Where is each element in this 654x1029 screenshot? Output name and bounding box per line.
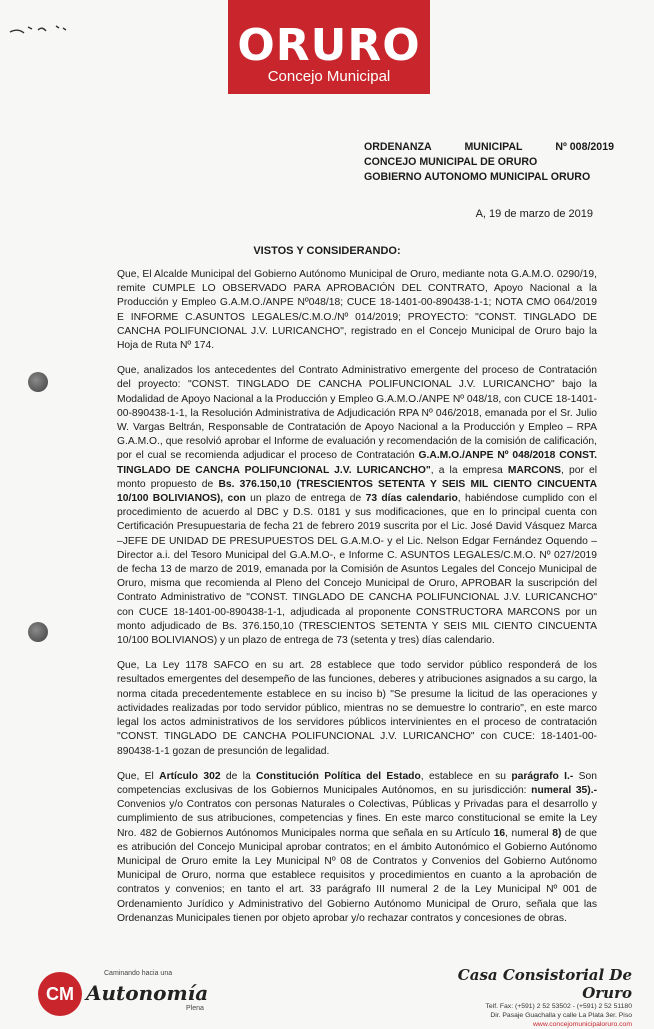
punch-hole — [28, 372, 48, 392]
document-body — [117, 268, 597, 937]
autonomia-plena-logo — [38, 970, 228, 1020]
phone-line: Telf. Fax: (+591) 2 52 53502 - (+591) 2 52 51180 — [485, 1003, 632, 1010]
oruro-council-logo — [228, 0, 430, 94]
council-name: CONCEJO MUNICIPAL DE ORURO — [364, 156, 538, 168]
section-title: VISTOS Y CONSIDERANDO: — [253, 245, 401, 257]
logo-wordmark: ORURO — [237, 20, 421, 71]
casa-consistorial-title: Casa Consistorial De Oruro — [457, 966, 632, 1002]
footer-contact — [432, 966, 632, 1029]
website-link[interactable]: www.concejomunicipaloruro.com — [533, 1021, 632, 1028]
paragraph: Que, El Artículo 302 de la Constitución Política del Estado, establece en su parágrafo I.- Son competencias exclusivas de los Gobiernos Municipales Autónomos, en su jurisdicción: numeral 35).- Convenios y/o Contratos con personas Naturales o Colectivas, Públicas y Privadas para el desarrollo y cumplimiento de sus atribuciones, competencias y fines. En este marco constitucional se emite la Ley Nro. 482 de Gobiernos Autónomos Municipales norma que señala en su Artículo 16, numeral 8) de que es atribución del Concejo Municipal aprobar contratos; en el ámbito Autonómico el Gobierno Autónomo Municipal de Oruro emite la Ley Municipal Nº 08 de Contratos y Convenios del Gobierno Autónomo Municipal de Oruro, norma que establece requisitos y procedimientos en cuanto a la aprobación de contratos y convenios; en tanto el art. 33 parágrafo III numeral 2 de la Ley Municipal Nº 001 de Ordenamiento Jurídico y Administrativo del Gobierno Autónomo Municipal de Oruro, señala que las Ordenanzas Municipales tienen por objeto aprobar y/o rechazar contratos y concesiones de obras. — [117, 770, 597, 924]
punch-hole — [28, 622, 48, 642]
address-line: Dir. Pasaje Guachalla y calle La Plata 3er. Piso — [490, 1012, 632, 1019]
logo-tagline: Caminando hacia una — [104, 970, 173, 977]
government-name: GOBIERNO AUTONOMO MUNICIPAL ORURO — [364, 171, 591, 183]
logo-suffix: Plena — [186, 1005, 204, 1012]
ordinance-header — [364, 140, 614, 185]
logo-main-word: Autonomía — [86, 981, 209, 1005]
paragraph: Que, La Ley 1178 SAFCO en su art. 28 establece que todo servidor público responderá de los resultados emergentes del desempeño de las funciones, deberes y atribuciones asignados a su cargo, la norma citada precedentemente establece en su inciso b) "Se presume la licitud de las operaciones y actividades realizadas por todo servidor público, mientras no se demuestre lo contrario", en este marco legal los actos administrativos de los servidores públicos intervinientes en el proceso de contratación "CONST. TINGLADO DE CANCHA POLIFUNCIONAL J.V. LURICANCHO" con CUCE: 18-1401-00-890438-1-1 gozan de presunción de legalidad. — [117, 660, 597, 757]
ordinance-label: ORDENANZA — [364, 141, 432, 153]
logo-subtitle: Concejo Municipal — [267, 68, 391, 85]
paragraph: Que, El Alcalde Municipal del Gobierno Autónomo Municipal de Oruro, mediante nota G.A.M.O. 0290/19, remite CUMPLE LO OBSERVADO PARA APROBACIÓN DEL CONTRATO, Apoyo Nacional a la Producción y Empleo G.A.M.O./ANPE Nº048/18; CUCE 18-1401-00-890438-1-1; NOTA CMO 064/2019 E INFORME C.ASUNTOS LEGALES/C.M.O./Nº 014/2019; PROYECTO: "CONST. TINGLADO DE CANCHA POLIFUNCIONAL J.V. LURICANCHO", registrado en el Concejo Municipal de Oruro bajo la Hoja de Ruta Nº 174. — [117, 269, 597, 352]
ordinance-number: Nº 008/2019 — [555, 141, 614, 153]
margin-scribble-mark — [8, 18, 72, 42]
document-date: A, 19 de marzo de 2019 — [475, 208, 593, 220]
cm-badge: CM — [38, 972, 82, 1016]
paragraph: Que, analizados los antecedentes del Contrato Administrativo emergente del proceso de Contratación del proyecto: "CONST. TINGLADO DE CANCHA POLIFUNCIONAL J.V. LURICANCHO" bajo la Modalidad de Apoyo Nacional a la Producción y Empleo G.A.M.O./ANPE Nº 048/18, con CUCE 18-1401-00-890438-1-1, la Resolución Administrativa de Adjudicación RPA Nº 046/2018, emanada por el Sr. Julio W. Vargas Beltrán, Responsable de Contratación de Apoyo Nacional a la Producción y Empleo – RPA G.A.M.O., que resolvió aprobar el Informe de evaluación y recomendación de la comisión de calificación, por el cual se recomienda adjudicar el proceso de Contratación G.A.M.O./ANPE Nº 048/2018 CONST. TINGLADO DE CANCHA POLIFUNCIONAL J.V. LURICANCHO", a la empresa MARCONS, por el monto propuesto de Bs. 376.150,10 (TRESCIENTOS SETENTA Y SEIS MIL CIENTO CINCUENTA 10/100 BOLIVIANOS), con un plazo de entrega de 73 días calendario, habiéndose cumplido con el procedimiento de acuerdo al DBC y D.S. 0181 y sus modificaciones, que en lo principal cuenta con Certificación Presupuestaria de fecha 21 de febrero 2019 suscrita por el Lic. José David Vásquez Marca –JEFE DE UNIDAD DE PRESUPUESTOS DEL G.A.M.O- y el Lic. Nelson Edgar Fernández Oquendo –Director a.i. del Tesoro Municipal del G.A.M.O-, e Informe C. ASUNTOS LEGALES/C.M.O. Nº 027/2019 de fecha 13 de marzo de 2019, emanada por la Comisión de Asuntos Legales del Concejo Municipal de Oruro, misma que recomienda al Pleno del Concejo Municipal de Oruro, APROBAR la suscripción del Contrato Administrativo de "CONST. TINGLADO DE CANCHA POLIFUNCIONAL J.V. LURICANCHO" con CUCE 18-1401-00-890438-1-1, adjudicada al proponente CONSTRUCTORA MARCONS por un monto adjudicado de Bs. 376.150,10 (TRESCIENTOS SETENTA Y SEIS MIL CIENTO CINCUENTA 10/100 BOLIVIANOS) y un plazo de entrega de 73 (setenta y tres) días calendario. — [117, 365, 598, 647]
ordinance-municipal: MUNICIPAL — [464, 141, 523, 153]
